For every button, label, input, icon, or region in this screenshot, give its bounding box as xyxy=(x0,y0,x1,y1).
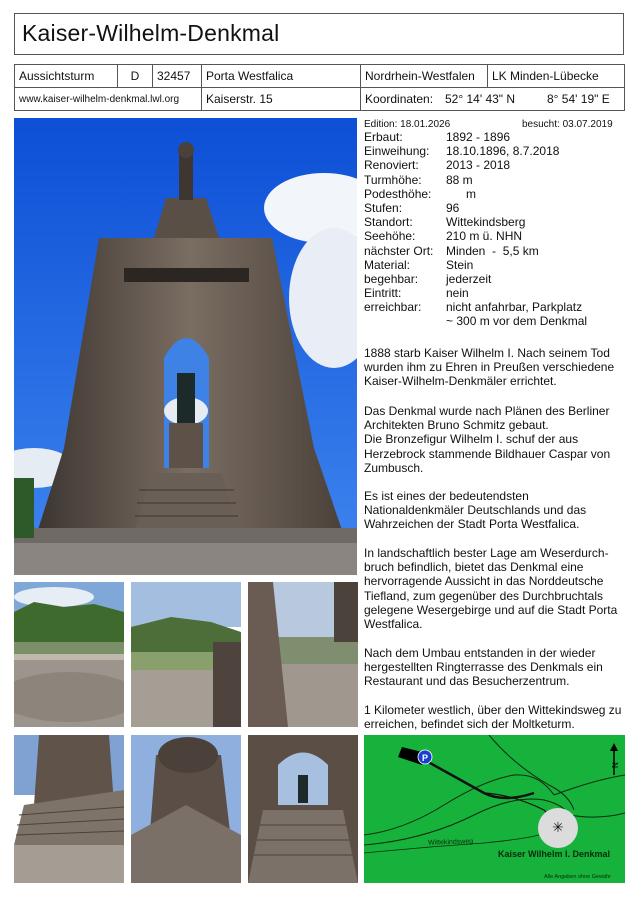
paragraph-text: 1 Kilometer westlich, über den Wittekindsweg zu erreichen, befindet sich der Moltketurm. xyxy=(364,703,622,732)
map-footnote: Alle Angaben ohne Gewähr xyxy=(544,874,611,880)
info-zip: 32457 xyxy=(153,65,202,88)
fact-key: Turmhöhe: xyxy=(364,172,422,187)
fact-row xyxy=(364,301,626,315)
fact-value: 88 m xyxy=(446,172,473,187)
fact-row xyxy=(364,230,626,244)
info-state: Nordrhein-Westfalen xyxy=(361,65,488,88)
photo-view-1 xyxy=(14,582,124,727)
fact-key: Renoviert: xyxy=(364,158,419,173)
fact-value: jederzeit xyxy=(446,271,492,286)
fact-value: 18.10.1896, 8.7.2018 xyxy=(446,144,560,159)
title-box xyxy=(14,13,624,55)
fact-value: 1892 - 1896 xyxy=(446,130,511,144)
paragraph-renovation xyxy=(364,646,628,689)
edition: Edition: 18.01.2026 xyxy=(364,119,451,130)
info-country: D xyxy=(118,65,153,88)
info-district: LK Minden-Lübecke xyxy=(488,65,625,88)
photo-view-3 xyxy=(248,582,358,727)
fact-key: Eintritt: xyxy=(364,286,402,301)
photo-stairs-1 xyxy=(14,735,124,883)
info-type: Aussichtsturm xyxy=(15,65,118,88)
map-parking: P xyxy=(421,753,429,763)
fact-value: nein xyxy=(446,286,469,301)
fact-value: 2013 - 2018 xyxy=(446,158,511,173)
fact-key: Seehöhe: xyxy=(364,229,416,244)
details-block xyxy=(364,118,626,330)
fact-row xyxy=(364,174,626,188)
fact-key: begehbar: xyxy=(364,271,419,286)
map-monument-icon: ✳ xyxy=(552,820,564,836)
fact-value: 96 xyxy=(446,200,460,215)
paragraph-text: Es ist eines der bedeutendsten Nationaldenkmäler Deutschlands und das Wahrzeichen der Stadt Porta Westfalica. xyxy=(364,489,587,532)
fact-row xyxy=(364,159,626,173)
location-map xyxy=(364,735,625,883)
fact-value: m xyxy=(446,186,476,201)
fact-row xyxy=(364,315,626,329)
fact-value: nicht anfahrbar, Parkplatz xyxy=(446,300,583,315)
fact-value: Stein xyxy=(446,257,474,272)
fact-row xyxy=(364,145,626,159)
info-street: Kaiserstr. 15 xyxy=(202,88,361,111)
info-coordinates xyxy=(361,88,625,111)
fact-key: Podesthöhe: xyxy=(364,186,432,201)
fact-key: Stufen: xyxy=(364,200,403,215)
visited: besucht: 03.07.2019 xyxy=(522,119,613,130)
fact-row xyxy=(364,131,626,145)
info-table xyxy=(14,64,625,111)
fact-key: Material: xyxy=(364,257,411,272)
info-city: Porta Westfalica xyxy=(202,65,361,88)
fact-row xyxy=(364,287,626,301)
fact-value: 210 m ü. NHN xyxy=(446,229,523,244)
paragraph-text: Nach dem Umbau entstanden in der wieder hergestellten Ringterrasse des Denkmals ein Restaurant und das Besucherzentrum. xyxy=(364,646,603,689)
fact-row xyxy=(364,188,626,202)
coord-lon: 8° 54' 19" E xyxy=(547,92,610,106)
fact-row xyxy=(364,245,626,259)
fact-row xyxy=(364,216,626,230)
fact-key: Einweihung: xyxy=(364,144,430,159)
photo-stairs-3 xyxy=(248,735,358,883)
page-title: Kaiser-Wilhelm-Denkmal xyxy=(22,20,280,46)
paragraph-architect xyxy=(364,404,628,475)
info-url: www.kaiser-wilhelm-denkmal.lwl.org xyxy=(15,88,202,111)
photo-stairs-2 xyxy=(131,735,241,883)
fact-key: Erbaut: xyxy=(364,130,403,144)
fact-value: ~ 300 m vor dem Denkmal xyxy=(446,314,588,329)
paragraph-location xyxy=(364,546,628,631)
map-way-label: Wittekindsweg xyxy=(427,838,474,847)
paragraph-significance xyxy=(364,489,628,532)
paragraph-moltketurm xyxy=(364,703,628,731)
map-north: N xyxy=(611,762,620,768)
coord-lat: 52° 14' 43" N xyxy=(445,92,516,106)
photo-view-2 xyxy=(131,582,241,727)
fact-value: Wittekindsberg xyxy=(446,215,526,230)
fact-row xyxy=(364,259,626,273)
paragraph-history xyxy=(364,346,628,389)
fact-key: nächster Ort: xyxy=(364,243,434,258)
map-main-label: Kaiser Wilhelm I. Denkmal xyxy=(498,849,610,859)
coord-label: Koordinaten: xyxy=(365,92,434,106)
main-photo xyxy=(14,118,357,575)
fact-value: Minden - 5,5 km xyxy=(446,243,539,258)
paragraph-text: Die Bronzefigur Wilhelm I. schuf der aus Herzebrock stammende Bildhauer Caspar von Zumbusch. xyxy=(364,432,611,475)
paragraph-text: 1888 starb Kaiser Wilhelm I. Nach seinem Tod wurden ihm zu Ehren in Preußen verschiedene Kaiser-Wilhelm-Denkmäler errichtet. xyxy=(364,346,615,389)
fact-row xyxy=(364,202,626,216)
paragraph-text: Das Denkmal wurde nach Plänen des Berliner Architekten Bruno Schmitz gebaut. xyxy=(364,404,610,433)
fact-key: erreichbar: xyxy=(364,300,422,315)
fact-row xyxy=(364,273,626,287)
paragraph-text: In landschaftlich bester Lage am Weserdurch-bruch befindlich, bietet das Denkmal eine hervorragende Aussicht in das Norddeutsche Tiefland, zum gegenüber des Durchbruchtals gelegene Wesergebirge und auf die Stadt Porta Westfalica. xyxy=(364,546,618,632)
fact-key: Standort: xyxy=(364,215,413,230)
